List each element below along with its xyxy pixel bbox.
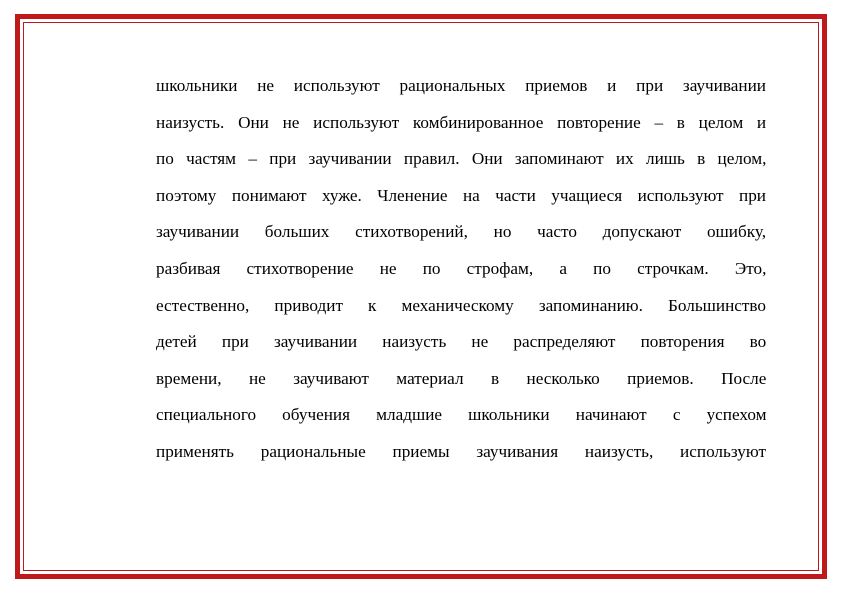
text-line: детей при заучивании наизусть не распределяют повторения во [156, 332, 767, 352]
text-line: заучивании больших стихотворений, но часто допускают ошибку, [156, 222, 766, 242]
text-line: поэтому понимают хуже. Членение на части учащиеся используют при [156, 185, 766, 205]
body-text [156, 68, 766, 471]
text-line: по частям – при заучивании правил. Они запоминают их лишь в целом, [156, 149, 767, 169]
text-line: естественно, приводит к механическому запоминанию. Большинство [156, 295, 767, 315]
text-line: применять рациональные приемы заучивания наизусть, используют [156, 441, 766, 461]
text-line: наизусть. Они не используют комбинированное повторение – в целом и [156, 112, 767, 132]
text-line: школьники не используют рациональных приемов и при заучивании [156, 76, 766, 95]
text-line: разбивая стихотворение не по строфам, а по строчкам. Это, [156, 258, 767, 278]
text-line: времени, не заучивают материал в несколько приемов. После [156, 368, 767, 388]
text-line: специального обучения младшие школьники начинают с успехом [156, 405, 767, 425]
